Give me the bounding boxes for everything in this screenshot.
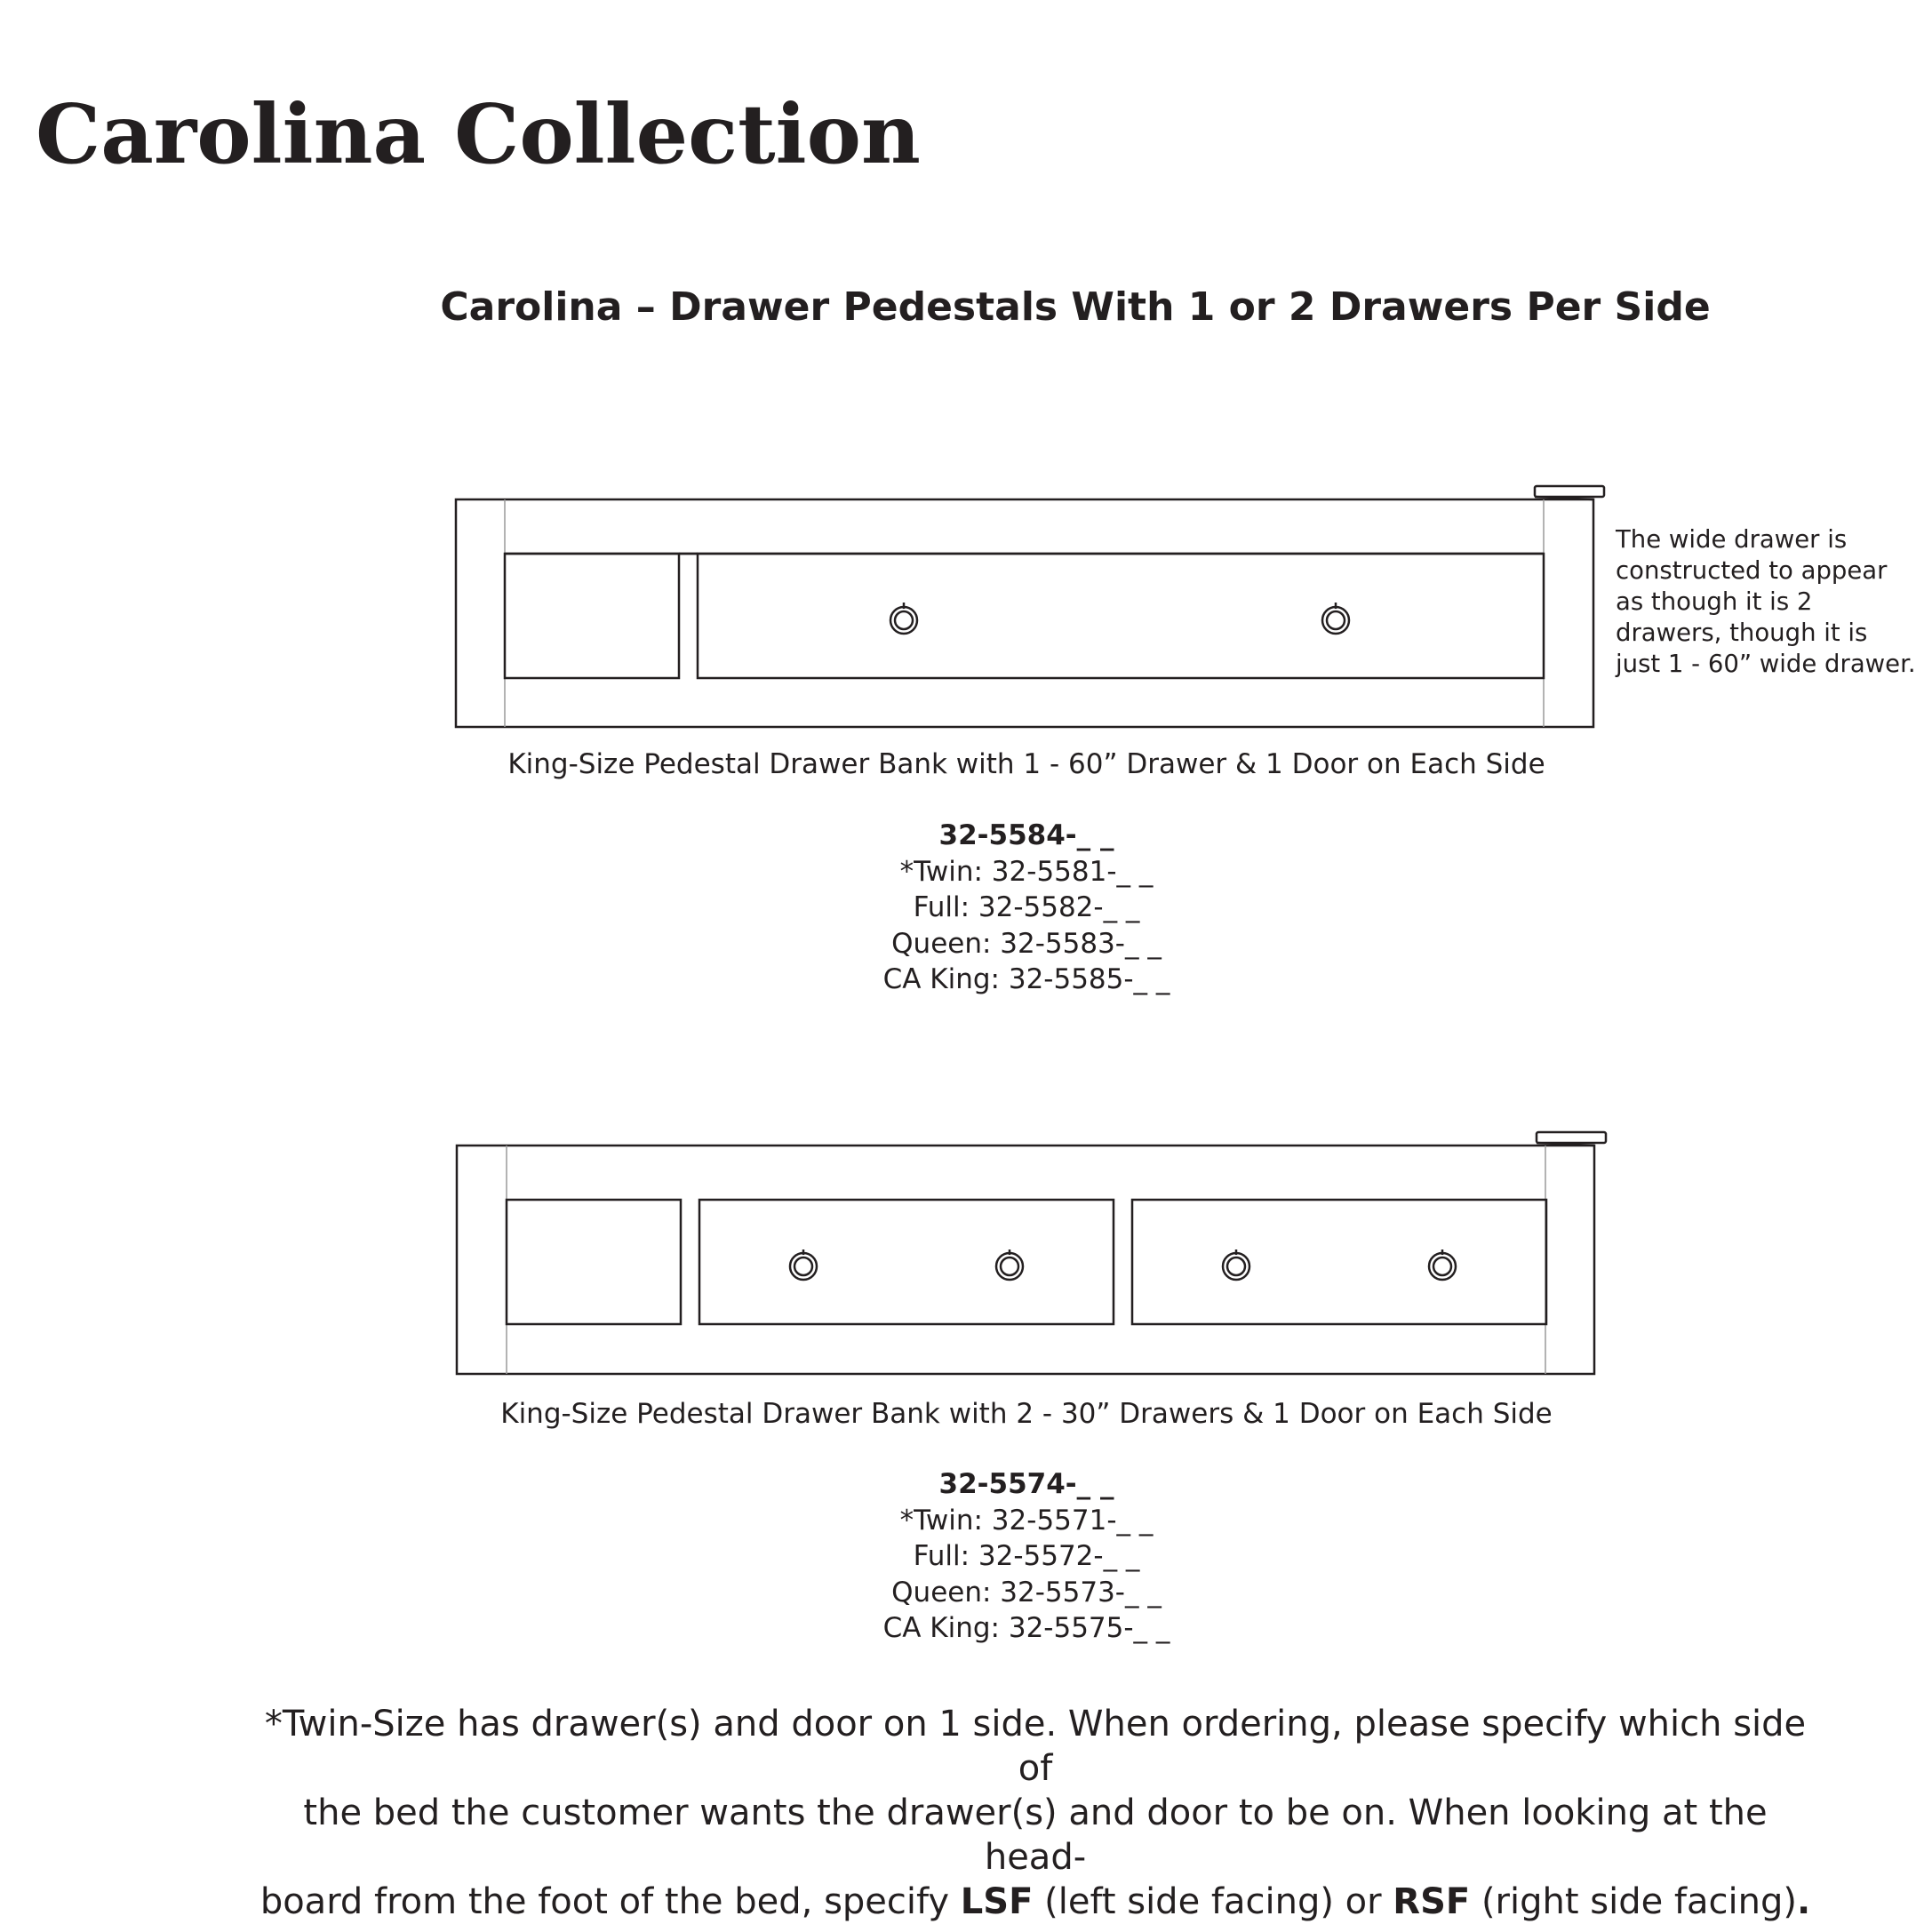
- product-1-variant-ca-king: CA King: 32-5585-_ _: [882, 963, 1170, 995]
- product-2-variant-full: Full: 32-5572-_ _: [913, 1540, 1140, 1572]
- door-panel: [505, 554, 679, 678]
- drawer-pull-icon: [1429, 1249, 1456, 1280]
- pedestal-frame: [456, 499, 1593, 727]
- drawer-right: [1132, 1200, 1546, 1324]
- footnote-end-mark: .: [1796, 1881, 1811, 1922]
- twin-size-footnote: [249, 1702, 1822, 1924]
- drawer-pull-icon: [890, 603, 917, 634]
- product-1-variant-full: Full: 32-5582-_ _: [913, 891, 1140, 923]
- drawer-pull-icon: [1322, 603, 1349, 634]
- product-2-variant-ca-king: CA King: 32-5575-_ _: [882, 1612, 1170, 1644]
- footnote-line-3-middle: (left side facing) or: [1033, 1881, 1393, 1922]
- pedestal-frame: [457, 1146, 1594, 1374]
- drawer-pull-icon: [996, 1249, 1023, 1280]
- footnote-line-3-start: board from the foot of the bed, specify: [259, 1881, 961, 1922]
- rsf-term: RSF: [1393, 1881, 1471, 1922]
- pedestal-drawing-2: [457, 1132, 1606, 1374]
- wide-drawer-note: The wide drawer is constructed to appear as though it is 2 drawers, though it is just 1 - 60” wide drawer.: [1616, 525, 1916, 678]
- post-cap: [1537, 1132, 1606, 1143]
- drawer-pull-icon: [1223, 1249, 1249, 1280]
- footnote-line-3: [249, 1880, 1822, 1924]
- drawer-pull-icon: [790, 1249, 817, 1280]
- footnote-line-2: the bed the customer wants the drawer(s) and door to be on. When looking at the head-: [303, 1792, 1768, 1878]
- pedestal-drawing-1: [456, 486, 1604, 727]
- collection-title: Carolina Collection: [36, 86, 921, 182]
- product-2-caption: King-Size Pedestal Drawer Bank with 2 - 30” Drawers & 1 Door on Each Side: [500, 1398, 1553, 1430]
- page-subtitle: Carolina – Drawer Pedestals With 1 or 2 Drawers Per Side: [440, 284, 1711, 330]
- product-1-variant-twin: *Twin: 32-5581-_ _: [899, 855, 1154, 888]
- product-1-caption: King-Size Pedestal Drawer Bank with 1 - 60” Drawer & 1 Door on Each Side: [507, 748, 1545, 780]
- post-cap: [1535, 486, 1604, 497]
- door-panel: [507, 1200, 681, 1324]
- product-2-variant-queen: Queen: 32-5573-_ _: [891, 1576, 1162, 1609]
- lsf-term: LSF: [960, 1881, 1034, 1922]
- drawer-left: [699, 1200, 1114, 1324]
- footnote-line-1: *Twin-Size has drawer(s) and door on 1 side. When ordering, please specify which side of: [264, 1704, 1807, 1789]
- product-2-main-code: 32-5574-_ _: [938, 1468, 1114, 1500]
- product-1-variant-queen: Queen: 32-5583-_ _: [891, 927, 1162, 960]
- product-1-codes: [0, 818, 1932, 998]
- wide-drawer: [698, 554, 1544, 678]
- product-2-variant-twin: *Twin: 32-5571-_ _: [899, 1504, 1154, 1537]
- product-2-codes: [0, 1466, 1932, 1647]
- footnote-line-3-end: (right side facing): [1470, 1881, 1797, 1922]
- product-1-main-code: 32-5584-_ _: [938, 819, 1114, 851]
